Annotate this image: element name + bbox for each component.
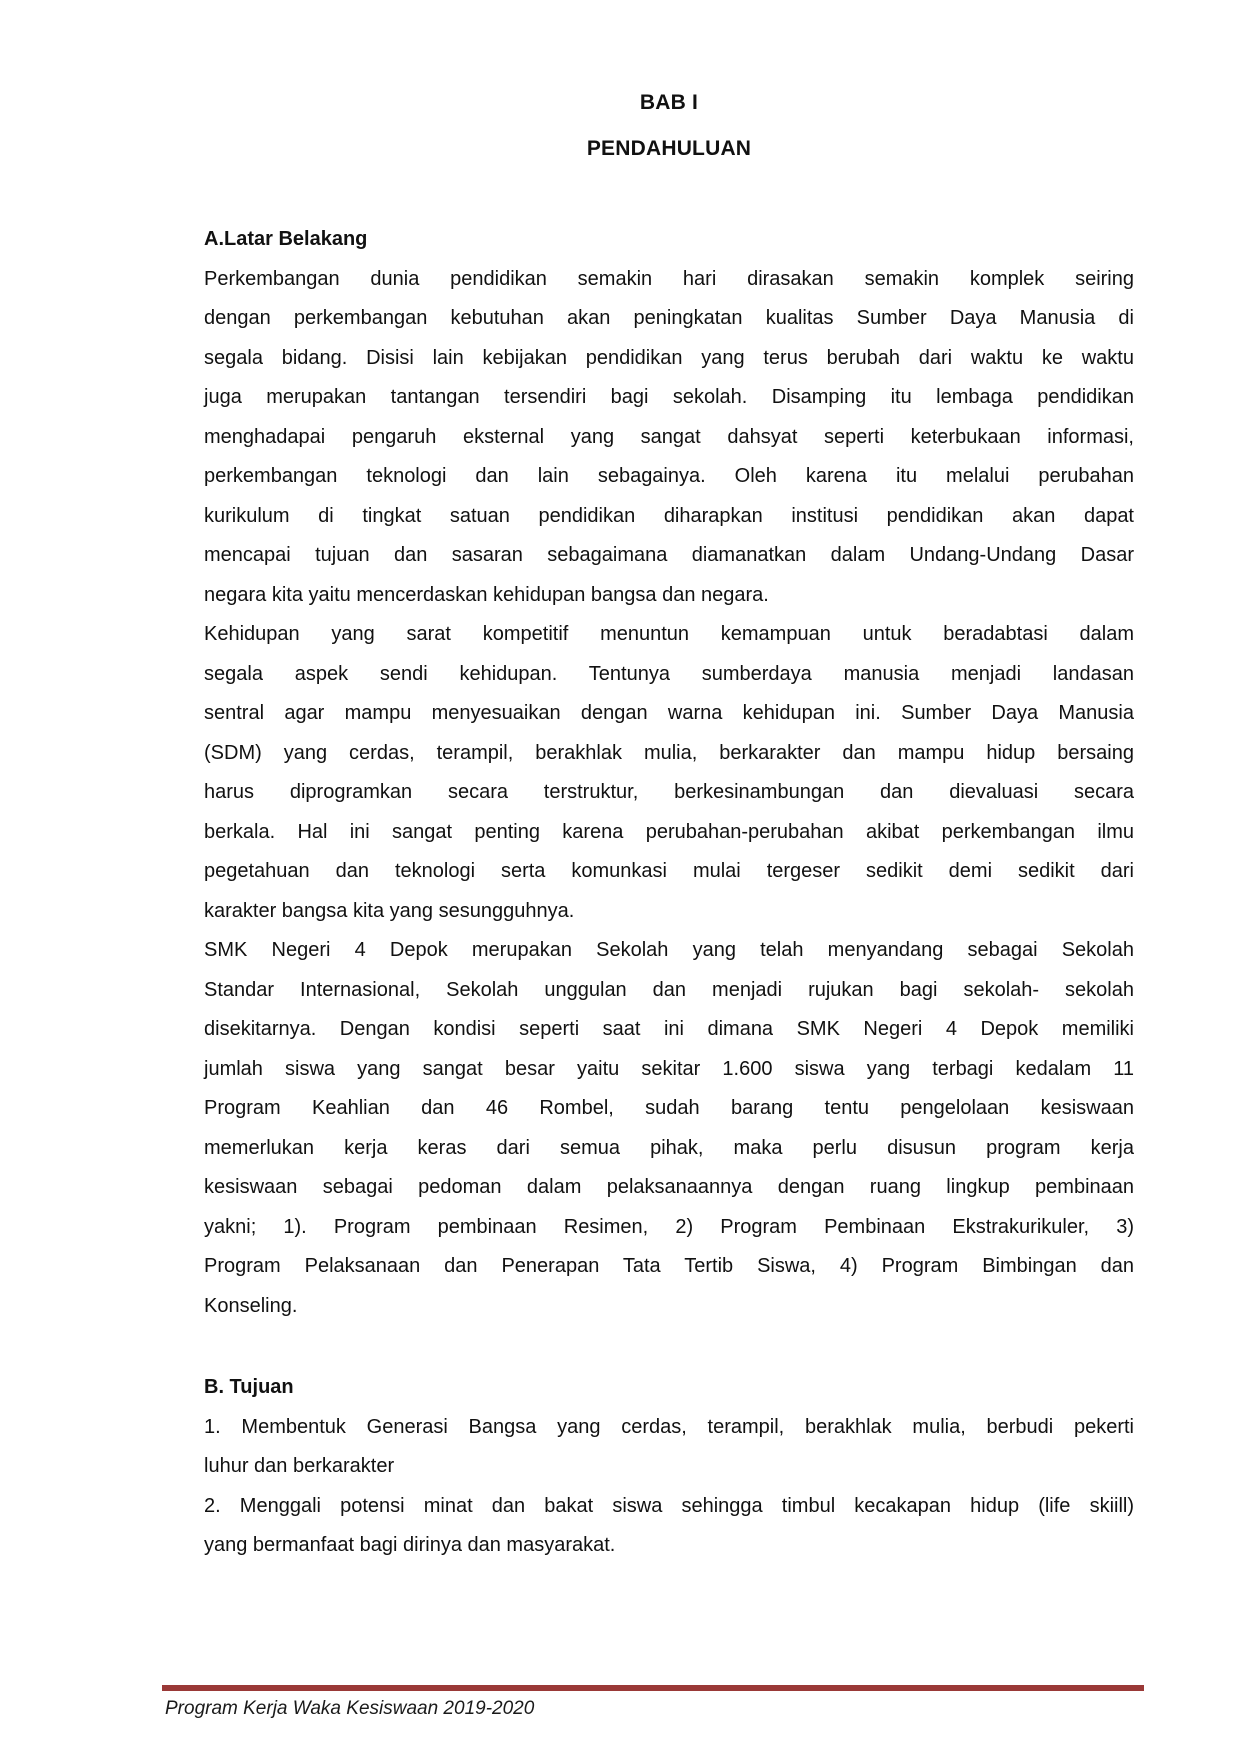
paragraph [204,1408,1134,1487]
paragraph-line: berkala. Hal ini sangat penting karena perubahan-perubahan akibat perkembangan ilmu [204,820,1134,843]
paragraph [204,615,1134,931]
paragraph [204,260,1134,616]
document-body [204,220,1134,1566]
paragraph [204,1487,1134,1566]
paragraph-line: karakter bangsa kita yang sesungguhnya. [204,899,575,922]
chapter-title-line: PENDAHULUAN [586,137,752,160]
paragraph-line: disekitarnya. Dengan kondisi seperti saat ini dimana SMK Negeri 4 Depok memiliki [204,1018,1134,1040]
footer-text: Program Kerja Waka Kesiswaan 2019-2020 [165,1698,535,1719]
chapter-title [204,80,1134,172]
paragraph-line: (SDM) yang cerdas, terampil, berakhlak mulia, berkarakter dan mampu hidup bersaing [204,741,1134,764]
paragraph-line: yang bermanfaat bagi dirinya dan masyarakat. [204,1534,616,1556]
paragraph-line: kurikulum di tingkat satuan pendidikan diharapkan institusi pendidikan akan dapat [204,504,1134,527]
paragraph-line: kesiswaan sebagai pedoman dalam pelaksanaannya dengan ruang lingkup pembinaan [204,1176,1134,1198]
paragraph-line: negara kita yaitu mencerdaskan kehidupan bangsa dan negara. [204,583,769,606]
paragraph-line: Program Keahlian dan 46 Rombel, sudah barang tentu pengelolaan kesiswaan [204,1097,1134,1119]
paragraph-line: Konseling. [204,1294,298,1317]
paragraph-line: Perkembangan dunia pendidikan semakin hari dirasakan semakin komplek seiring [204,267,1134,290]
paragraph-line: perkembangan teknologi dan lain sebagainya. Oleh karena itu melalui perubahan [204,465,1134,487]
paragraph-line: Kehidupan yang sarat kompetitif menuntun kemampuan untuk beradabtasi dalam [204,623,1134,645]
paragraph-line: segala aspek sendi kehidupan. Tentunya sumberdaya manusia menjadi landasan [204,662,1134,685]
document-page [204,0,1134,1566]
paragraph-line: menghadapai pengaruh eksternal yang sangat dahsyat seperti keterbukaan informasi, [204,425,1134,448]
paragraph-line: SMK Negeri 4 Depok merupakan Sekolah yang telah menyandang sebagai Sekolah [204,939,1134,961]
paragraph-line: 2. Menggali potensi minat dan bakat siswa sehingga timbul kecakapan hidup (life skiill) [204,1494,1134,1517]
paragraph-line: juga merupakan tantangan tersendiri bagi sekolah. Disamping itu lembaga pendidikan [204,386,1134,408]
paragraph-line: pegetahuan dan teknologi serta komunkasi mulai tergeser sedikit demi sedikit dari [204,860,1134,882]
paragraph-line: 1. Membentuk Generasi Bangsa yang cerdas, terampil, berakhlak mulia, berbudi pekerti [204,1415,1134,1438]
section-heading: A.Latar Belakang [204,228,368,250]
paragraph-line: sentral agar mampu menyesuaikan dengan warna kehidupan ini. Sumber Daya Manusia [204,702,1134,724]
paragraph-line: jumlah siswa yang sangat besar yaitu sekitar 1.600 siswa yang terbagi kedalam 11 [204,1057,1134,1080]
paragraph-line: dengan perkembangan kebutuhan akan peningkatan kualitas Sumber Daya Manusia di [204,307,1134,329]
paragraph-line: memerlukan kerja keras dari semua pihak, maka perlu disusun program kerja [204,1136,1134,1159]
paragraph-line: Standar Internasional, Sekolah unggulan dan menjadi rujukan bagi sekolah- sekolah [204,978,1134,1001]
paragraph-line: luhur dan berkarakter [204,1455,395,1477]
paragraph-line: mencapai tujuan dan sasaran sebagaimana diamanatkan dalam Undang-Undang Dasar [204,544,1134,566]
footer-rule [162,1685,1144,1691]
paragraph-line: harus diprogramkan secara terstruktur, berkesinambungan dan dievaluasi secara [204,781,1134,803]
paragraph-line: Program Pelaksanaan dan Penerapan Tata Tertib Siswa, 4) Program Bimbingan dan [204,1255,1134,1277]
paragraph-line: segala bidang. Disisi lain kebijakan pendidikan yang terus berubah dari waktu ke waktu [204,346,1134,369]
paragraph [204,931,1134,1326]
paragraph-line: yakni; 1). Program pembinaan Resimen, 2) Program Pembinaan Ekstrakurikuler, 3) [204,1215,1134,1238]
section-heading: B. Tujuan [204,1376,294,1398]
chapter-title-line: BAB I [639,91,699,114]
